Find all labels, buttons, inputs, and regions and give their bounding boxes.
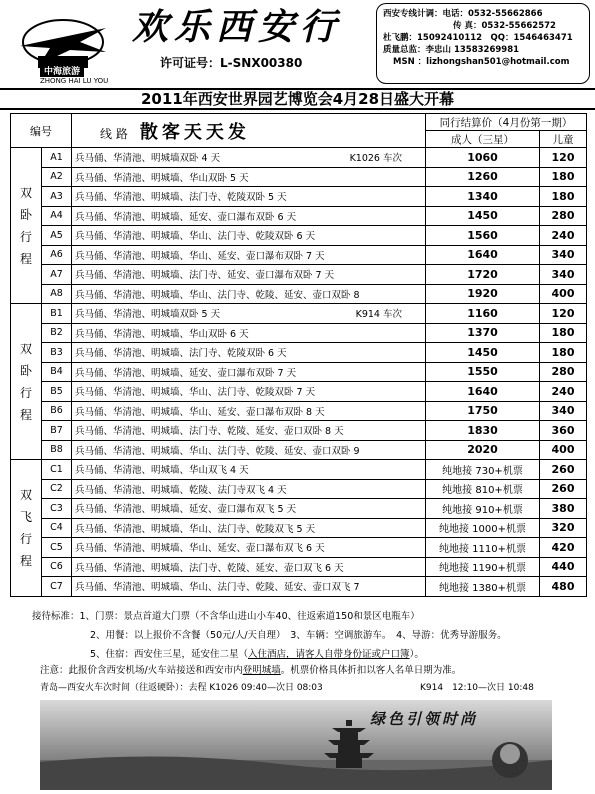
route-code: C6	[42, 557, 72, 577]
table-row	[11, 518, 587, 538]
table-row	[11, 226, 587, 246]
group-label: 双飞行程	[11, 460, 42, 597]
adult-price: 1450	[426, 206, 540, 226]
route-desc: 兵马俑、华清池、明城墙、延安、壶口瀑布双卧 7 天	[72, 362, 426, 382]
table-row	[11, 167, 587, 187]
route-code: A5	[42, 226, 72, 246]
adult-price: 1640	[426, 245, 540, 265]
train-schedule: 青岛—西安火车次时间（往返硬卧）：去程 K1026 09:40—次日 08:03 K914 12:10—次日 10:48	[40, 683, 534, 693]
airport-note: 注意：此报价含西安机场/火车站接送和西安市内登明城墙。机票价格具体折扣以客人名单日期为准。	[40, 665, 462, 676]
table-row	[11, 323, 587, 343]
table-row	[11, 499, 587, 519]
child-price: 360	[540, 421, 587, 441]
child-price: 120	[540, 304, 587, 324]
route-desc: 兵马俑、华清池、明城墙、华山、法门寺、乾陵双卧 7 天	[72, 382, 426, 402]
route-desc: 兵马俑、华清池、明城墙、法门寺、乾陵、延安、壶口双飞 6 天	[72, 557, 426, 577]
contact-line: MSN ：lizhongshan501@hotmail.com	[393, 57, 570, 67]
child-price: 180	[540, 343, 587, 363]
table-row	[11, 245, 587, 265]
adult-price: 1750	[426, 401, 540, 421]
route-code: B2	[42, 323, 72, 343]
route-code: C3	[42, 499, 72, 519]
note-line: 5、住宿：西安住三星，延安住二星（入住酒店，请客人自带身份证或户口簿）。	[90, 649, 424, 660]
contact-line: 杜飞鹏：15092410112 QQ：1546463471	[383, 33, 573, 43]
child-price: 380	[540, 499, 587, 519]
adult-price: 1260	[426, 167, 540, 187]
route-desc: 兵马俑、华清池、明城墙双卧 4 天 K1026 车次	[72, 148, 426, 168]
expo-banner: 2011年西安世界园艺博览会4月28日盛大开幕	[0, 88, 595, 110]
route-title: 散客天天发	[139, 121, 250, 143]
adult-price: 1830	[426, 421, 540, 441]
route-code: A2	[42, 167, 72, 187]
route-code: C2	[42, 479, 72, 499]
license-number: 许可证号：L-SNX00380	[160, 56, 303, 70]
route-desc: 兵马俑、华清池、明城墙、华山双卧 6 天	[72, 323, 426, 343]
child-price: 280	[540, 206, 587, 226]
adult-price: 1450	[426, 343, 540, 363]
adult-price: 1370	[426, 323, 540, 343]
route-code: A8	[42, 284, 72, 304]
adult-price: 1560	[426, 226, 540, 246]
child-price: 260	[540, 479, 587, 499]
adult-price: 纯地接 730+机票	[426, 460, 540, 480]
logo-text: 中海旅游 ZHONG HAI LU YOU	[40, 67, 109, 85]
route-desc: 兵马俑、华清池、明城墙、华山、法门寺、乾陵双卧 6 天	[72, 226, 426, 246]
adult-price: 1920	[426, 284, 540, 304]
table-row	[11, 421, 587, 441]
table-row	[11, 557, 587, 577]
child-price: 280	[540, 362, 587, 382]
group-label: 双卧行程	[11, 304, 42, 460]
child-price: 440	[540, 557, 587, 577]
table-row	[11, 362, 587, 382]
adult-price: 纯地接 1110+机票	[426, 538, 540, 558]
child-price: 400	[540, 440, 587, 460]
adult-price: 纯地接 1190+机票	[426, 557, 540, 577]
price-table	[10, 113, 587, 597]
route-desc: 兵马俑、华清池、明城墙、华山双飞 4 天	[72, 460, 426, 480]
group-label: 双卧行程	[11, 148, 42, 304]
route-desc: 兵马俑、华清池、明城墙、法门寺、延安、壶口瀑布双卧 7 天	[72, 265, 426, 285]
route-desc: 兵马俑、华清池、明城墙、法门寺、乾陵双卧 5 天	[72, 187, 426, 207]
route-code: C1	[42, 460, 72, 480]
table-row	[11, 206, 587, 226]
contact-line: 西安专线计调：电话：0532-55662866	[383, 9, 543, 19]
route-code: A6	[42, 245, 72, 265]
table-row	[11, 265, 587, 285]
contact-line: 传 真：0532-55662572	[453, 21, 556, 31]
route-desc: 兵马俑、华清池、明城墙、延安、壶口瀑布双卧 6 天	[72, 206, 426, 226]
header	[0, 0, 595, 86]
table-row	[11, 440, 587, 460]
child-price: 340	[540, 401, 587, 421]
route-desc: 兵马俑、华清池、明城墙、华山、法门寺、乾陵、延安、壶口双卧 9	[72, 440, 426, 460]
route-code: C5	[42, 538, 72, 558]
route-code: B5	[42, 382, 72, 402]
adult-price: 1720	[426, 265, 540, 285]
train-number: K1026 车次	[349, 153, 402, 165]
contact-box	[376, 3, 590, 84]
route-desc: 兵马俑、华清池、明城墙、延安、壶口瀑布双飞 5 天	[72, 499, 426, 519]
route-desc: 兵马俑、华清池、明城墙、法门寺、乾陵、延安、壶口双卧 8 天	[72, 421, 426, 441]
child-price: 240	[540, 382, 587, 402]
note-line: 接待标准：1、门票：景点首道大门票（不含华山进山小车40、往返索道150和景区电瓶车）	[32, 611, 420, 622]
note-line: 2、用餐：以上报价不含餐（50元/人/天自理） 3、车辆：空调旅游车。 4、导游：优秀导游服务。	[90, 630, 507, 641]
child-price: 180	[540, 167, 587, 187]
route-code: C4	[42, 518, 72, 538]
route-code: B7	[42, 421, 72, 441]
table-row	[11, 577, 587, 597]
table-row	[11, 304, 587, 324]
route-code: B8	[42, 440, 72, 460]
child-price: 320	[540, 518, 587, 538]
child-price: 400	[540, 284, 587, 304]
route-code: B6	[42, 401, 72, 421]
adult-price: 1340	[426, 187, 540, 207]
route-code: A7	[42, 265, 72, 285]
route-code: A4	[42, 206, 72, 226]
route-desc: 兵马俑、华清池、明城墙、华山双卧 5 天	[72, 167, 426, 187]
adult-price: 1640	[426, 382, 540, 402]
child-price: 120	[540, 148, 587, 168]
train-number: K914 车次	[355, 309, 402, 321]
route-header: 线 路 散客天天发	[72, 114, 426, 148]
table-row	[11, 284, 587, 304]
route-code: A3	[42, 187, 72, 207]
child-price: 180	[540, 187, 587, 207]
child-price: 480	[540, 577, 587, 597]
adult-price: 纯地接 910+机票	[426, 499, 540, 519]
route-desc: 兵马俑、华清池、明城墙、乾陵、法门寺双飞 4 天	[72, 479, 426, 499]
table-row	[11, 538, 587, 558]
child-price: 340	[540, 265, 587, 285]
table-row	[11, 401, 587, 421]
table-row	[11, 187, 587, 207]
route-desc: 兵马俑、华清池、明城墙、华山、延安、壶口瀑布双卧 7 天	[72, 245, 426, 265]
adult-header: 成人（三星）	[426, 131, 540, 148]
child-price: 420	[540, 538, 587, 558]
route-code: B4	[42, 362, 72, 382]
adult-price: 1160	[426, 304, 540, 324]
adult-price: 1060	[426, 148, 540, 168]
child-header: 儿童	[540, 131, 587, 148]
contact-line: 质量总监：李忠山 13583269981	[383, 45, 520, 55]
slogan: 绿色引领时尚	[370, 710, 479, 728]
route-desc: 兵马俑、华清池、明城墙、华山、法门寺、乾陵、延安、壶口双飞 7	[72, 577, 426, 597]
route-desc: 兵马俑、华清池、明城墙、华山、延安、壶口瀑布双卧 8 天	[72, 401, 426, 421]
adult-price: 纯地接 1380+机票	[426, 577, 540, 597]
route-code: B1	[42, 304, 72, 324]
route-code: A1	[42, 148, 72, 168]
route-desc: 兵马俑、华清池、明城墙、华山、法门寺、乾陵双飞 5 天	[72, 518, 426, 538]
child-price: 240	[540, 226, 587, 246]
route-desc: 兵马俑、华清池、明城墙、法门寺、乾陵双卧 6 天	[72, 343, 426, 363]
brand-title: 欢乐西安行	[132, 6, 343, 48]
route-code: B3	[42, 343, 72, 363]
route-desc: 兵马俑、华清池、明城墙、华山、延安、壶口瀑布双飞 6 天	[72, 538, 426, 558]
price-group-header: 同行结算价（4月份第一期）	[426, 114, 587, 131]
adult-price: 纯地接 810+机票	[426, 479, 540, 499]
child-price: 260	[540, 460, 587, 480]
table-row	[11, 382, 587, 402]
child-price: 340	[540, 245, 587, 265]
adult-price: 1550	[426, 362, 540, 382]
child-price: 180	[540, 323, 587, 343]
adult-price: 2020	[426, 440, 540, 460]
table-row	[11, 460, 587, 480]
table-row	[11, 479, 587, 499]
table-row	[11, 343, 587, 363]
scenery-image	[40, 700, 552, 790]
route-desc: 兵马俑、华清池、明城墙、华山、法门寺、乾陵、延安、壶口双卧 8	[72, 284, 426, 304]
adult-price: 纯地接 1000+机票	[426, 518, 540, 538]
code-header: 编号	[11, 114, 72, 148]
route-code: C7	[42, 577, 72, 597]
notes	[34, 607, 594, 664]
table-row	[11, 148, 587, 168]
route-desc: 兵马俑、华清池、明城墙双卧 5 天 K914 车次	[72, 304, 426, 324]
